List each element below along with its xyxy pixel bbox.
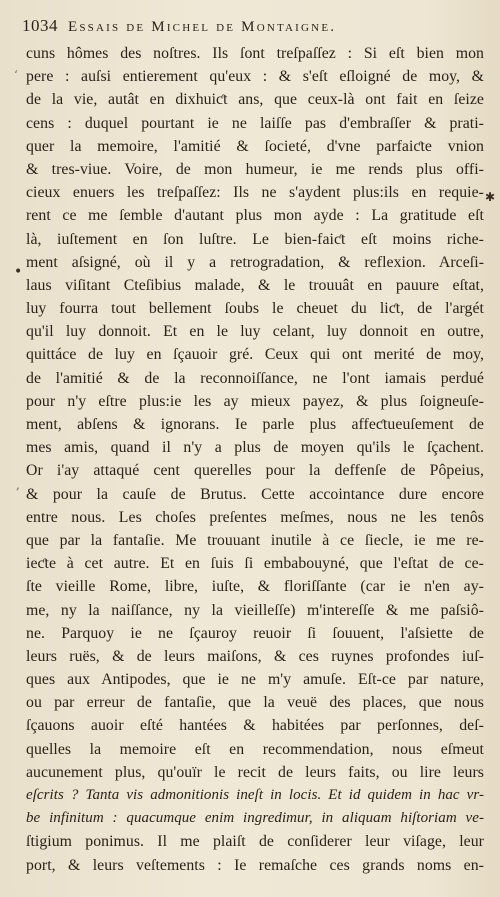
margin-comma-icon: , <box>16 478 20 492</box>
text-line: qu'il luy donnoit. Et en le luy celant, luy donnoit en outre, <box>26 323 484 341</box>
asterisk-mark-icon: ✱ <box>485 190 496 204</box>
page-number: 1034 <box>22 16 58 35</box>
text-line: quittáce de luy en ſçauoir gré. Ceux qui ont merité de moy, <box>26 346 484 364</box>
text-line: ne. Parquoy ie ne ſçauroy reuoir ſi ſouuent, l'aſsiette de <box>26 624 484 642</box>
text-line: pour n'y eſtre plus:ie les ay mieux payez, & plus ſoigneuſe- <box>26 392 484 410</box>
text-line: pere : auſsi entierement qu'eux : & s'eſt eſloigné de moy, & <box>26 68 484 86</box>
text-line: ſtigium ponimus. Il me plaiſt de conſiderer leur viſage, leur <box>26 833 484 851</box>
text-line: ment aſsigné, où il y a retrogradation, & reflexion. Arceſi- <box>26 253 484 271</box>
page-header <box>22 16 484 40</box>
text-line: luy fourra tout bellement ſoubs le cheuet du liƈt, de l'argét <box>26 300 484 318</box>
text-line: ieƈte à cet autre. Et en ſuis ſi embabouyné, que l'eſtat de ce- <box>26 555 484 573</box>
text-line: de la vie, autât en dixhuiƈt ans, que ceux-là ont fait en ſeize <box>26 91 484 109</box>
body-text <box>26 42 484 877</box>
text-line: me, ny la naiſſance, ny la vieilleſſe) m'intereſſe & me paſsiô- <box>26 601 484 619</box>
text-line: ſte vieille Rome, libre, iuſte, & floriſſante (car ie n'en ay- <box>26 578 484 596</box>
text-line: entre nous. Les choſes preſentes meſmes, nous ne les tenôs <box>26 508 484 526</box>
margin-mark-icon: ‘ <box>14 68 18 82</box>
text-line: ſçauons auoir eſté hantées & habitées par perſonnes, deſ- <box>26 717 484 735</box>
text-line: port, & leurs veſtements : Ie remaſche ces grands noms en- <box>26 856 484 874</box>
text-line: ou par erreur de fantaſie, que la veuë des places, que nous <box>26 694 484 712</box>
text-line: quer la memoire, l'amitié & ſocieté, d'vne parfaiƈte vnion <box>26 137 484 155</box>
text-line: là, iuſtement en ſon luſtre. Le bien-faiƈt eſt moins riche- <box>26 230 484 248</box>
text-line: cens : duquel pourtant ie ne laiſſe pas d'embraſſer & prati- <box>26 114 484 132</box>
text-line: & pour la cauſe de Brutus. Cette accointance dure encore <box>26 485 484 503</box>
text-line: quelles la memoire eſt en recommendation, nous eſmeut <box>26 740 484 758</box>
text-line: & tres-viue. Voire, de mon humeur, ie me rends plus offi- <box>26 160 484 178</box>
text-line: que par la fantaſie. Me trouuant inutile à ce ſiecle, ie me re- <box>26 531 484 549</box>
running-head: Essais de Michel de Montaigne. <box>68 19 337 35</box>
text-line: rent ce me ſemble d'autant plus mon ayde : La gratitude eſt <box>26 207 484 225</box>
latin-quote-line: be infinitum : quacumque enim ingredimur, in aliquam hiſtoriam ve- <box>26 810 484 827</box>
text-line: mes amis, quand il n'y a plus de moyen qu'ils le ſçachent. <box>26 439 484 457</box>
text-line: cuns hômes des noſtres. Ils ſont treſpaſſez : Si eſt bien mon <box>26 45 484 62</box>
margin-dot-icon: • <box>14 264 23 280</box>
text-line: de l'amitié & de la reconnoiſſance, ne l'ont iamais perdué <box>26 369 484 387</box>
text-line: aucunement plus, qu'ouïr le recit de leurs faits, ou lire leurs <box>26 763 484 781</box>
text-line: ment, abſens & ignorans. Ie parle plus affeƈtueuſement de <box>26 416 484 433</box>
text-line: Or i'ay attaqué cent querelles pour la deffenſe de Pôpeius, <box>26 462 484 480</box>
text-line: ques aux Antipodes, que ie ne m'y amuſe. Eſt-ce par nature, <box>26 671 484 689</box>
latin-quote-line: eſcrits ? Tanta vis admonitionis ineſt in locis. Et id quidem in hac vr- <box>26 787 484 803</box>
text-line: cieux enuers les treſpaſſez: Ils ne s'aydent plus:ils en requie- <box>26 184 484 202</box>
text-line: laus viſitant Cteſibius malade, & le trouuât en pauure eſtat, <box>26 276 484 294</box>
text-line: leurs ruës, & de leurs maiſons, & ces ruynes profondes iuſ- <box>26 647 484 665</box>
